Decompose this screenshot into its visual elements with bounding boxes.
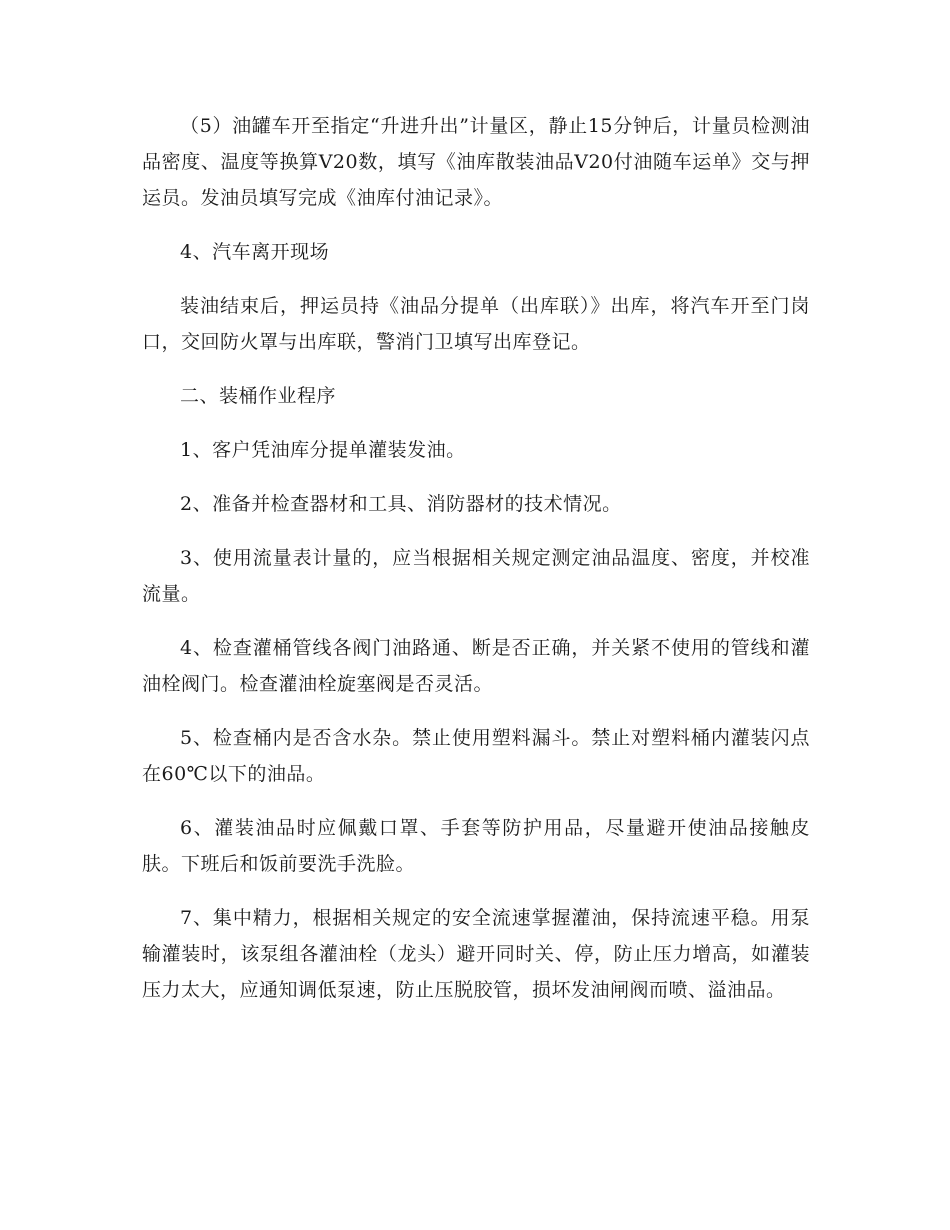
heading-barrel-filling-procedure: 二、装桶作业程序 — [180, 385, 337, 407]
paragraph-barrel-step-2: 2、准备并检查器材和工具、消防器材的技术情况。 — [180, 493, 622, 515]
paragraph-barrel-step-6: 6、灌装油品时应佩戴口罩、手套等防护用品，尽量避开使油品接触皮肤。下班后和饭前要洗手洗脸。 — [142, 817, 810, 875]
heading-vehicle-leaves: 4、汽车离开现场 — [180, 241, 330, 263]
paragraph-barrel-step-4: 4、检查灌桶管线各阀门油路通、断是否正确，并关紧不使用的管线和灌油栓阀门。检查灌油栓旋塞阀是否灵活。 — [142, 637, 810, 695]
paragraph-barrel-step-7: 7、集中精力，根据相关规定的安全流速掌握灌油，保持流速平稳。用泵输灌装时，该泵组各灌油栓（龙头）避开同时关、停，防止压力增高，如灌装压力太大，应通知调低泵速，防止压脱胶管，损坏发油闸阀而喷、溢油品。 — [142, 907, 810, 1001]
paragraph-barrel-step-1: 1、客户凭油库分提单灌装发油。 — [180, 439, 466, 461]
paragraph-barrel-step-3: 3、使用流量表计量的，应当根据相关规定测定油品温度、密度，并校准流量。 — [142, 547, 810, 605]
paragraph-after-loading: 装油结束后，押运员持《油品分提单（出库联）》出库，将汽车开至门岗口，交回防火罩与出库联，警消门卫填写出库登记。 — [142, 295, 810, 353]
paragraph-barrel-step-5: 5、检查桶内是否含水杂。禁止使用塑料漏斗。禁止对塑料桶内灌装闪点在60℃以下的油品。 — [142, 727, 810, 785]
paragraph-loading-step-5: （5）油罐车开至指定“升进升出”计量区，静止15分钟后，计量员检测油品密度、温度等换算V20数，填写《油库散装油品V20付油随车运单》交与押运员。发油员填写完成《油库付油记录》。 — [142, 115, 810, 209]
document-body — [142, 108, 810, 1026]
